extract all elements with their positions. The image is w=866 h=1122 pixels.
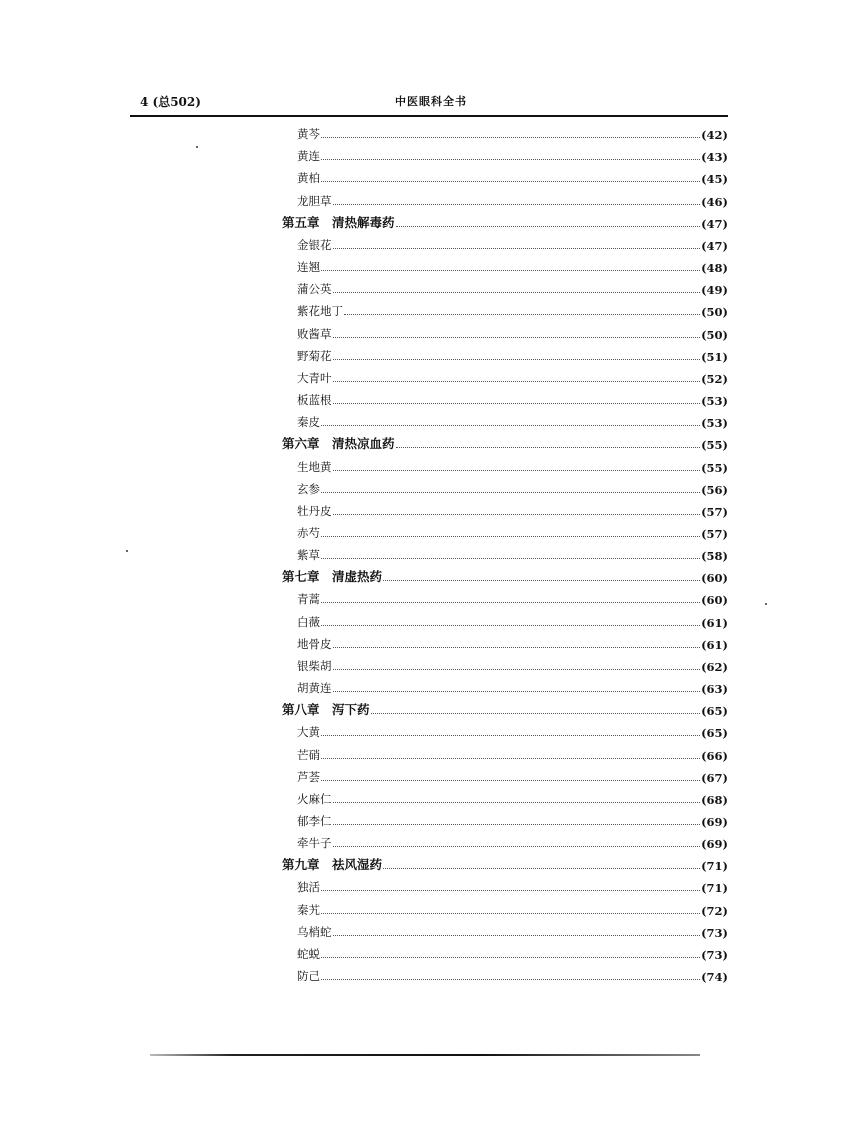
running-header	[140, 93, 728, 113]
toc-page: (52)	[701, 371, 728, 386]
toc-page: (65)	[701, 726, 728, 741]
toc-entry[interactable]	[282, 918, 728, 940]
table-of-contents	[282, 120, 728, 984]
toc-page: (72)	[701, 903, 728, 918]
toc-label: 银柴胡	[297, 658, 332, 673]
toc-label: 白薇	[297, 614, 320, 629]
toc-label: 黄芩	[297, 127, 320, 142]
toc-entry[interactable]	[282, 142, 728, 164]
leader-dots	[321, 735, 700, 736]
toc-label: 第八章 泻下药	[282, 702, 370, 718]
toc-page: (42)	[701, 128, 728, 143]
leader-dots	[396, 447, 701, 448]
leader-dots	[333, 381, 701, 382]
toc-label: 生地黄	[297, 459, 332, 474]
leader-dots	[333, 691, 701, 692]
toc-page: (47)	[701, 238, 728, 253]
footer-rule	[150, 1054, 700, 1056]
toc-label: 黄连	[297, 149, 320, 164]
toc-label: 秦艽	[297, 902, 320, 917]
book-title: 中医眼科全书	[395, 95, 467, 108]
toc-label: 紫草	[297, 548, 320, 563]
leader-dots	[321, 913, 700, 914]
toc-page: (55)	[701, 460, 728, 475]
leader-dots	[333, 647, 701, 648]
leader-dots	[333, 935, 701, 936]
leader-dots	[321, 425, 700, 426]
toc-page: (63)	[701, 682, 728, 697]
leader-dots	[333, 337, 701, 338]
toc-entry[interactable]	[282, 740, 728, 762]
toc-entry[interactable]	[282, 452, 728, 474]
toc-label: 第七章 清虚热药	[282, 569, 383, 585]
toc-page: (46)	[701, 194, 728, 209]
leader-dots	[333, 359, 701, 360]
toc-entry[interactable]	[282, 807, 728, 829]
toc-entry[interactable]	[282, 253, 728, 275]
toc-page: (73)	[701, 947, 728, 962]
toc-page: (71)	[701, 859, 728, 874]
toc-page: (66)	[701, 748, 728, 763]
toc-label: 败酱草	[297, 326, 332, 341]
toc-page: (50)	[701, 305, 728, 320]
page-number: 4 (总502)	[140, 95, 201, 109]
toc-page: (57)	[701, 504, 728, 519]
toc-label: 火麻仁	[297, 791, 332, 806]
scan-speck	[196, 146, 198, 148]
toc-entry[interactable]	[282, 319, 728, 341]
leader-dots	[321, 536, 700, 537]
toc-entry[interactable]	[282, 718, 728, 740]
toc-entry[interactable]	[282, 342, 728, 364]
toc-page: (61)	[701, 615, 728, 630]
toc-label: 连翘	[297, 260, 320, 275]
toc-entry[interactable]	[282, 630, 728, 652]
scan-speck	[126, 550, 128, 552]
toc-label: 野菊花	[297, 348, 332, 363]
toc-entry[interactable]	[282, 541, 728, 563]
toc-page: (71)	[701, 881, 728, 896]
toc-label: 牵牛子	[297, 836, 332, 851]
toc-entry[interactable]	[282, 297, 728, 319]
leader-dots	[333, 802, 701, 803]
leader-dots	[396, 226, 701, 227]
leader-dots	[321, 181, 700, 182]
leader-dots	[321, 159, 700, 160]
toc-page: (67)	[701, 770, 728, 785]
toc-page: (57)	[701, 526, 728, 541]
toc-label: 龙胆草	[297, 193, 332, 208]
toc-entry[interactable]	[282, 408, 728, 430]
toc-entry[interactable]	[282, 895, 728, 917]
toc-entry[interactable]	[282, 585, 728, 607]
toc-entry[interactable]	[282, 607, 728, 629]
leader-dots	[383, 868, 700, 869]
toc-label: 大青叶	[297, 370, 332, 385]
toc-page: (69)	[701, 837, 728, 852]
toc-entry[interactable]	[282, 652, 728, 674]
toc-page: (58)	[701, 549, 728, 564]
leader-dots	[321, 890, 700, 891]
toc-page: (47)	[701, 216, 728, 231]
toc-page: (62)	[701, 659, 728, 674]
toc-page: (43)	[701, 150, 728, 165]
toc-label: 胡黄连	[297, 681, 332, 696]
toc-label: 金银花	[297, 237, 332, 252]
toc-label: 第九章 祛风湿药	[282, 857, 383, 873]
toc-label: 赤芍	[297, 525, 320, 540]
toc-entry[interactable]	[282, 940, 728, 962]
toc-entry[interactable]	[282, 829, 728, 851]
toc-page: (60)	[701, 593, 728, 608]
leader-dots	[321, 780, 700, 781]
toc-label: 芦荟	[297, 769, 320, 784]
toc-page: (45)	[701, 172, 728, 187]
toc-page: (48)	[701, 261, 728, 276]
toc-page: (65)	[701, 704, 728, 719]
leader-dots	[321, 758, 700, 759]
toc-chapter[interactable]	[282, 430, 728, 452]
toc-page: (56)	[701, 482, 728, 497]
toc-label: 独活	[297, 880, 320, 895]
toc-label: 大黄	[297, 725, 320, 740]
toc-page: (68)	[701, 792, 728, 807]
toc-label: 青蒿	[297, 592, 320, 607]
toc-chapter[interactable]	[282, 563, 728, 585]
leader-dots	[333, 204, 701, 205]
leader-dots	[321, 137, 700, 138]
leader-dots	[383, 580, 700, 581]
toc-page: (53)	[701, 416, 728, 431]
toc-entry[interactable]	[282, 120, 728, 142]
leader-dots	[344, 314, 700, 315]
leader-dots	[321, 979, 700, 980]
leader-dots	[321, 957, 700, 958]
toc-label: 紫花地丁	[297, 304, 343, 319]
scan-speck	[765, 603, 767, 605]
toc-page: (60)	[701, 571, 728, 586]
toc-label: 乌梢蛇	[297, 924, 332, 939]
toc-entry[interactable]	[282, 962, 728, 984]
toc-label: 防己	[297, 969, 320, 984]
toc-entry[interactable]	[282, 231, 728, 253]
leader-dots	[333, 846, 701, 847]
leader-dots	[321, 625, 700, 626]
leader-dots	[333, 292, 701, 293]
toc-label: 蛇蜕	[297, 946, 320, 961]
toc-label: 第五章 清热解毒药	[282, 214, 395, 230]
toc-label: 秦皮	[297, 415, 320, 430]
toc-entry[interactable]	[282, 386, 728, 408]
toc-page: (49)	[701, 283, 728, 298]
toc-entry[interactable]	[282, 275, 728, 297]
toc-chapter[interactable]	[282, 696, 728, 718]
toc-label: 牡丹皮	[297, 503, 332, 518]
toc-page: (73)	[701, 925, 728, 940]
leader-dots	[333, 824, 701, 825]
toc-page: (69)	[701, 815, 728, 829]
toc-page: (61)	[701, 637, 728, 652]
toc-entry[interactable]	[282, 785, 728, 807]
toc-entry[interactable]	[282, 475, 728, 497]
toc-entry[interactable]	[282, 674, 728, 696]
toc-page: (51)	[701, 349, 728, 364]
toc-label: 芒硝	[297, 747, 320, 762]
toc-page: (55)	[701, 438, 728, 453]
toc-entry[interactable]	[282, 519, 728, 541]
toc-entry[interactable]	[282, 497, 728, 519]
leader-dots	[333, 669, 701, 670]
toc-label: 第六章 清热凉血药	[282, 436, 395, 452]
toc-chapter[interactable]	[282, 851, 728, 873]
leader-dots	[371, 713, 701, 714]
leader-dots	[321, 602, 700, 603]
toc-entry[interactable]	[282, 186, 728, 208]
leader-dots	[333, 470, 701, 471]
leader-dots	[333, 514, 701, 515]
toc-label: 板蓝根	[297, 393, 332, 408]
toc-entry[interactable]	[282, 873, 728, 895]
toc-page: (53)	[701, 394, 728, 409]
leader-dots	[333, 403, 701, 404]
toc-entry[interactable]	[282, 364, 728, 386]
toc-label: 郁李仁	[297, 814, 332, 828]
leader-dots	[333, 248, 701, 249]
toc-label: 地骨皮	[297, 636, 332, 651]
toc-page: (74)	[701, 970, 728, 985]
toc-entry[interactable]	[282, 763, 728, 785]
leader-dots	[321, 270, 700, 271]
header-rule	[130, 115, 728, 117]
toc-label: 蒲公英	[297, 282, 332, 297]
toc-entry[interactable]	[282, 164, 728, 186]
toc-label: 玄参	[297, 481, 320, 496]
toc-chapter[interactable]	[282, 209, 728, 231]
toc-label: 黄柏	[297, 171, 320, 186]
leader-dots	[321, 558, 700, 559]
leader-dots	[321, 492, 700, 493]
toc-page: (50)	[701, 327, 728, 342]
